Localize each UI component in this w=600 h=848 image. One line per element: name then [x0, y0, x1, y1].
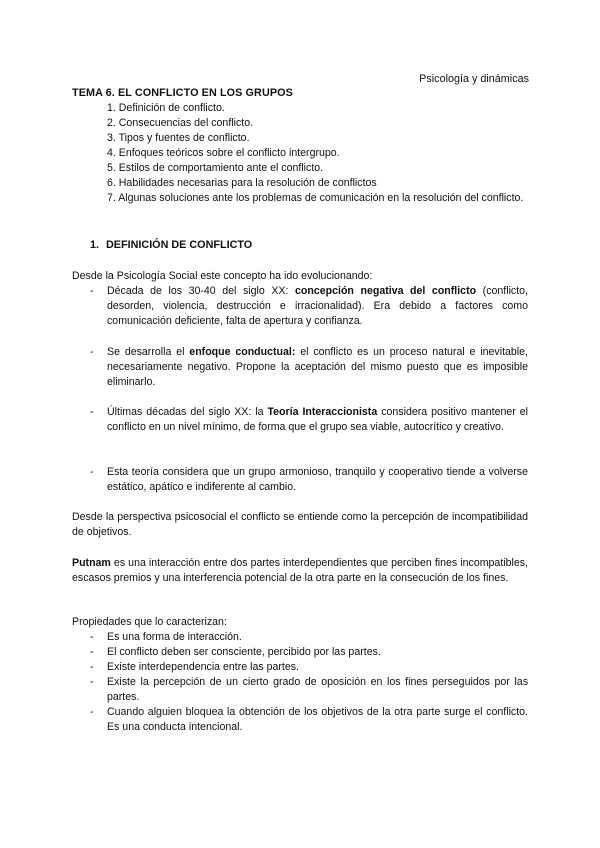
list-item — [90, 345, 528, 390]
evolution-list — [90, 345, 528, 390]
item-text: Cuando alguien bloquea la obtención de los objetivos de la otra parte surge el conflicto. Es una conducta intencional. — [107, 706, 528, 733]
intro-paragraph: Desde la Psicología Social este concepto ha ido evolucionando: — [72, 270, 373, 282]
item-text: considera positivo mantener el conflicto en un nivel mínimo, de forma que el grupo sea viable, autocrítico y creativo. — [107, 406, 528, 433]
bullet-dash: - — [90, 661, 94, 673]
evolution-list — [90, 405, 528, 435]
running-header: Psicología y dinámicas — [419, 73, 529, 85]
list-item — [90, 675, 528, 705]
item-bold-text: Teoría Interaccionista — [267, 406, 378, 418]
bullet-dash: - — [90, 346, 94, 358]
list-item — [90, 660, 528, 675]
evolution-list — [90, 465, 528, 495]
properties-list — [90, 630, 528, 735]
toc-item: 3. Tipos y fuentes de conflicto. — [107, 132, 250, 144]
section-number: 1. — [90, 239, 100, 251]
list-item — [90, 284, 528, 329]
item-text: Década de los 30-40 del siglo XX: — [107, 285, 296, 297]
list-item — [90, 630, 528, 645]
properties-intro: Propiedades que lo caracterizan: — [72, 616, 227, 628]
putnam-paragraph — [72, 556, 528, 586]
toc-item: 4. Enfoques teóricos sobre el conflicto intergrupo. — [107, 147, 340, 159]
table-of-contents — [107, 101, 528, 206]
item-text: Existe la percepción de un cierto grado de oposición en los fines perseguidos por las partes. — [107, 676, 528, 703]
list-item — [90, 705, 528, 735]
bullet-dash: - — [90, 631, 94, 643]
putnam-text: es una interacción entre dos partes interdependientes que perciben fines incompatibles, escasos premios y una interferencia potencial de la otra parte en la consecución de los fines. — [72, 557, 528, 584]
toc-item: 2. Consecuencias del conflicto. — [107, 117, 254, 129]
evolution-list — [90, 284, 528, 329]
item-text: Es una forma de interacción. — [107, 631, 242, 643]
toc-item: 5. Estilos de comportamiento ante el conflicto. — [107, 162, 324, 174]
item-text: Se desarrolla el — [107, 346, 190, 358]
item-text: El conflicto deben ser consciente, percibido por las partes. — [107, 646, 381, 658]
item-text: el conflicto es un proceso natural e inevitable, necesariamente negativo. Propone la aceptación del mismo puesto que es imposible eliminarlo. — [107, 346, 528, 388]
bullet-dash: - — [90, 466, 94, 478]
item-bold-text: enfoque conductual: — [189, 346, 296, 358]
author-name: Putnam — [72, 557, 111, 569]
bullet-dash: - — [90, 285, 94, 297]
item-text: (conflicto, desorden, violencia, destrucción e irracionalidad). Era debido a factores como comunicación deficiente, falta de apertura y confianza. — [107, 285, 528, 327]
toc-item: 6. Habilidades necesarias para la resolución de conflictos — [107, 177, 377, 189]
section-heading-text: DEFINICIÓN DE CONFLICTO — [106, 239, 253, 251]
bullet-dash: - — [90, 646, 94, 658]
bullet-dash: - — [90, 676, 94, 688]
item-text: Esta teoría considera que un grupo armonioso, tranquilo y cooperativo tiende a volverse estático, apático e indiferente al cambio. — [107, 466, 528, 493]
toc-item: 7. Algunas soluciones ante los problemas de comunicación en la resolución del conflicto. — [107, 192, 524, 204]
item-bold-text: concepción negativa del conflicto — [295, 285, 477, 297]
bullet-dash: - — [90, 706, 94, 718]
list-item — [90, 405, 528, 435]
bullet-dash: - — [90, 406, 94, 418]
section-heading — [90, 238, 252, 253]
item-text: Últimas décadas del siglo XX: la — [107, 406, 268, 418]
toc-item: 1. Definición de conflicto. — [107, 102, 225, 114]
psychosocial-paragraph: Desde la perspectiva psicosocial el conflicto se entiende como la percepción de incompatibilidad de objetivos. — [72, 511, 528, 538]
list-item — [90, 465, 528, 495]
page-title: TEMA 6. EL CONFLICTO EN LOS GRUPOS — [72, 87, 293, 99]
list-item — [90, 645, 528, 660]
item-text: Existe interdependencia entre las partes. — [107, 661, 299, 673]
